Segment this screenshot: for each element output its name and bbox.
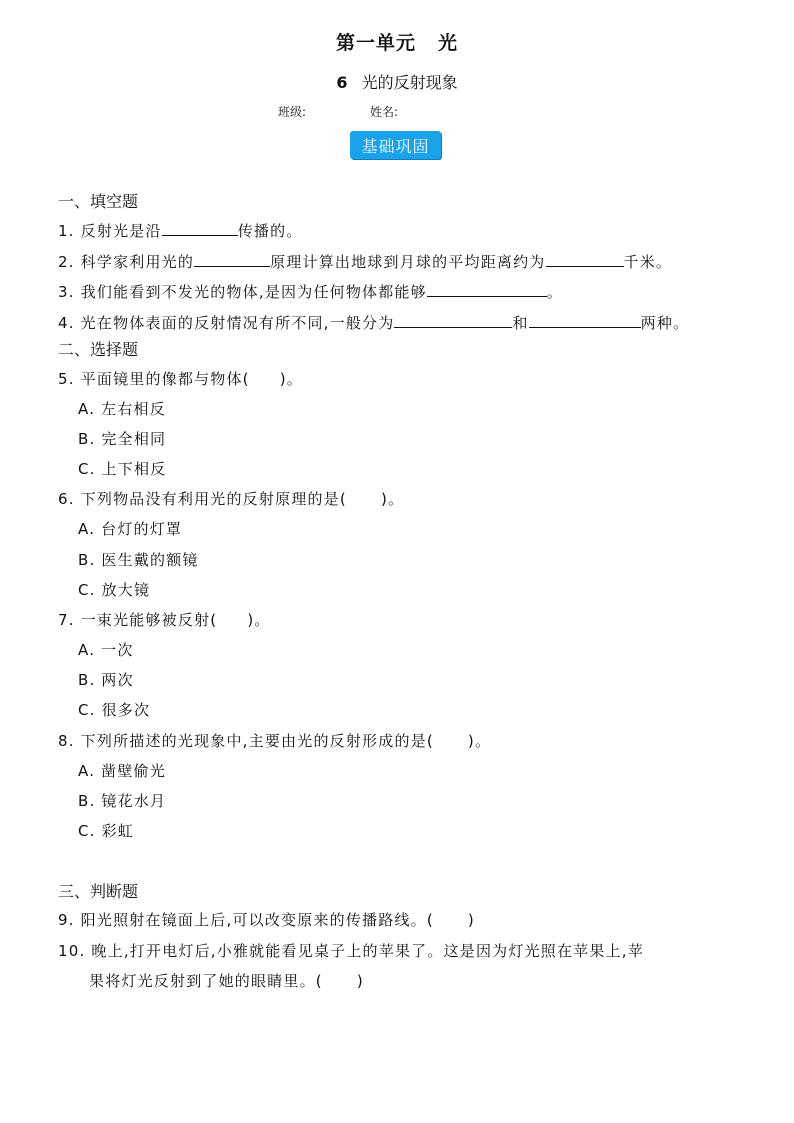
lesson-name: 光的反射现象 — [361, 73, 458, 92]
question-4 — [58, 312, 689, 333]
question-1 — [58, 220, 303, 241]
question-3 — [58, 281, 563, 302]
q7-option-a[interactable]: A. 一次 — [78, 641, 134, 659]
q10-text-b: ) — [356, 972, 364, 990]
q6-option-c[interactable]: C. 放大镜 — [78, 581, 151, 599]
section-badge: 基础巩固 — [350, 131, 441, 159]
q7-stem-b: )。 — [247, 611, 271, 629]
q5-option-a[interactable]: A. 左右相反 — [78, 400, 166, 418]
q6-option-b[interactable]: B. 医生戴的额镜 — [78, 551, 199, 569]
q9-text-b: ) — [467, 911, 475, 929]
q4-text-b: 和 — [512, 314, 529, 332]
section-judge-heading: 三、判断题 — [58, 882, 139, 901]
q5-option-c[interactable]: C. 上下相反 — [78, 460, 167, 478]
q2-text-c: 千米。 — [623, 253, 673, 271]
q9-text-a: 9. 阳光照射在镜面上后,可以改变原来的传播路线。( — [58, 911, 434, 929]
unit-title — [0, 28, 794, 55]
q6-stem-a: 6. 下列物品没有利用光的反射原理的是( — [58, 490, 347, 508]
q6-option-a[interactable]: A. 台灯的灯罩 — [78, 520, 183, 538]
question-7 — [58, 609, 271, 630]
lesson-title — [0, 70, 794, 93]
q10-text-a: 果将灯光反射到了她的眼睛里。( — [89, 972, 323, 990]
class-label: 班级: — [278, 105, 307, 119]
name-label: 姓名: — [370, 105, 399, 119]
unit-topic: 光 — [438, 32, 459, 54]
question-8 — [58, 730, 491, 751]
q1-text-b: 传播的。 — [237, 222, 303, 240]
q5-stem-b: )。 — [279, 370, 303, 388]
q4-text-c: 两种。 — [640, 314, 690, 332]
q1-text-a: 1. 反射光是沿 — [58, 222, 162, 240]
q4-blank-2[interactable] — [529, 313, 641, 328]
question-10-line-1: 10. 晚上,打开电灯后,小雅就能看见桌子上的苹果了。这是因为灯光照在苹果上,苹 — [58, 942, 644, 960]
question-10-line-2 — [89, 970, 364, 991]
lesson-number: 6 — [336, 73, 348, 92]
q6-stem-b: )。 — [380, 490, 405, 508]
q8-stem-b: )。 — [467, 732, 492, 750]
q2-blank-1[interactable] — [194, 252, 270, 267]
question-6 — [58, 488, 404, 509]
q2-blank-2[interactable] — [546, 252, 624, 267]
section-choice-heading: 二、选择题 — [58, 340, 139, 359]
q3-text-b: 。 — [546, 283, 564, 301]
section-fill-heading: 一、填空题 — [58, 192, 139, 211]
q8-option-a[interactable]: A. 凿壁偷光 — [78, 762, 166, 780]
q2-text-a: 2. 科学家利用光的 — [58, 253, 195, 271]
q8-stem-a: 8. 下列所描述的光现象中,主要由光的反射形成的是( — [58, 732, 434, 750]
q5-option-b[interactable]: B. 完全相同 — [78, 430, 167, 448]
q8-option-c[interactable]: C. 彩虹 — [78, 822, 135, 840]
q7-stem-a: 7. 一束光能够被反射( — [58, 611, 218, 629]
q1-blank[interactable] — [162, 221, 238, 236]
question-5 — [58, 368, 303, 389]
q4-text-a: 4. 光在物体表面的反射情况有所不同,一般分为 — [58, 314, 395, 332]
q4-blank-1[interactable] — [394, 313, 512, 328]
q8-option-b[interactable]: B. 镜花水月 — [78, 792, 167, 810]
q3-blank[interactable] — [427, 282, 547, 297]
question-9 — [58, 909, 475, 930]
q3-text-a: 3. 我们能看到不发光的物体,是因为任何物体都能够 — [58, 283, 427, 301]
q2-text-b: 原理计算出地球到月球的平均距离约为 — [270, 253, 546, 271]
q7-option-b[interactable]: B. 两次 — [78, 671, 134, 689]
unit-label: 第一单元 — [335, 32, 416, 54]
q7-option-c[interactable]: C. 很多次 — [78, 701, 151, 719]
q5-stem-a: 5. 平面镜里的像都与物体( — [58, 370, 250, 388]
question-2 — [58, 251, 672, 272]
student-info — [278, 103, 398, 120]
